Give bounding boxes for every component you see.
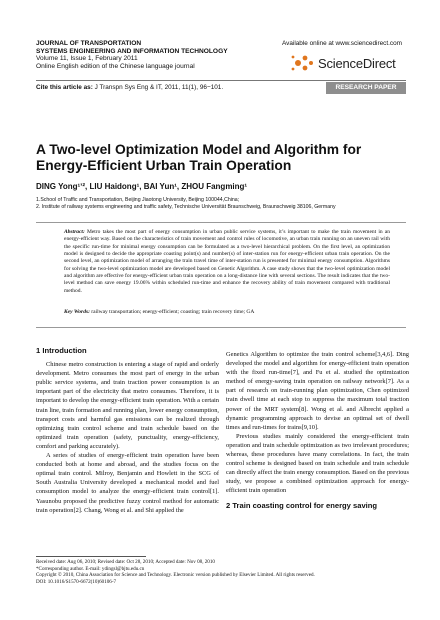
section-1-heading: 1 Introduction [36,346,87,355]
available-online-text: Available online at www.sciencedirect.com [282,40,402,47]
footnote-doi: DOI: 10.1016/S1570-6672(10)60106-7 [36,578,117,585]
right-column [226,350,409,510]
affiliations [36,197,416,211]
sciencedirect-wordmark: ScienceDirect [318,56,396,71]
left-column [36,346,219,515]
section-2-heading: 2 Train coasting control for energy saving [226,500,378,510]
affiliation-1: 1.School of Traffic and Transportation, Beijing Jiaotong University, Beijing 100044,China; [36,197,240,203]
author-list: DING Yong¹ʼ², LIU Haidong¹, BAI Yun¹, ZHOU Fangming¹ [36,182,248,191]
col2-paragraph-1: Genetics Algorithm to optimize the train control scheme[3,4,6]. Ding developed the model and algorithm for energy-efficient train operation with the fixed run-time[7], and Fu et al. studied the optimization method of energy-saving train operation on railway network[7]. As a part of research on train-running plan optimization, Chen optimized train dwell time at each stop to suppress the maximum total traction power of the MRT system[8]. Wong et al. and Albrecht applied a dynamic programming approach to devise an optimal set of dwell times and run-times for trains[9,10]. [226,351,409,431]
journal-header [36,40,228,70]
abstract-label: Abstract: [64,229,85,235]
cite-text: J Transpn Sys Eng & IT, 2011, 11(1), 96−101. [92,84,224,91]
journal-name-line2: SYSTEMS ENGINEERING AND INFORMATION TECHNOLOGY [36,47,228,55]
abstract [64,229,390,295]
sciencedirect-logo-icon [290,51,316,75]
keywords [64,309,390,315]
col2-paragraph-2: Previous studies mainly considered the energy-efficient train operation and train schedule optimization as two irrelevant procedures; whereas, these procedures have many correlations. In fact, the train control scheme is designed based on train schedule and train schedule can directly affect the train energy consumption. Based on the previous study, we propose a combined optimization approach for energy-efficient train operation [226,432,409,495]
header-divider [36,80,406,81]
abstract-text: Metro takes the most part of energy consumption in urban public service systems, it’s important to make the train movement in an energy-efficient way. Based on the characteristics of train movement and control rules of locomotive, an urban train running on an uneven rail with the specific run-time for minimal energy consumption can be formulated as a two-level hierarchical problem. On the first level, an optimization model is designed to decide the appropriate coasting point(s) and number(s) of inter-station run for energy-efficient urban train operation. On the second level, an optimization model of arranging the train travel time of inter-station run is presented for minimal energy consumption. Algorithms for solving the two-level optimization model are developed based on Genetic Algorithm. A case study shows that the two-level optimization model and algorithm are effective for energy-efficient urban train operation on a long-distance line with several sections. The result indicates that the two-level method can save energy 19.06% within scheduled run-time and enhance the recovery ability of train movement compared with traditional method. [64,229,390,294]
footnote-dates: Received date: Aug 06, 2010; Revised date: Oct 28, 2010; Accepted date: Nov 08, 2010 [36,559,215,565]
intro-paragraph-1: Chinese metro construction is entering a stage of rapid and orderly development. Metro consumes the most part of energy in the urban public service systems, and train traction power consumption is an important part of the electricity that metro consumes. Therefore, it is important to develop the energy-efficient train operation. With a certain train line, train formation and running plan, lower energy consumption, transport costs and harmful gas emissions can be realized through optimizing train control scheme and train schedule based on the optimized train operation (safety, punctuality, energy-efficiency, comfort and parking accurately). [36,361,219,450]
intro-paragraph-2: A series of studies of energy-efficient train operation have been conducted both at home and abroad, and the studies focus on the optimal train control. Milroy, Benjamin and Howlett in the SCG of South Australia University developed a mechanical model and fuel consumption model to analyze the energy-efficient train control[1]. Yasunobu proposed the predictive fuzzy control method for automatic train operation[2]. Chang, Wong et al. and Shi applied the [36,452,219,514]
footnote-copyright: Copyright © 2010, China Association for Science and Technology. Electronic version published by Elsevier Limited. All rights reserved. [36,572,315,579]
cite-label: Cite this article as: [36,84,93,91]
journal-volume: Volume 11, Issue 1, February 2011 [36,55,138,63]
paper-title: A Two-level Optimization Model and Algorithm for Energy-Efficient Urban Train Operation [36,142,362,173]
cite-line [36,84,223,91]
keywords-label: Key Words: [64,309,90,315]
affiliation-2: 2. Institute of railway systems engineering and traffic safety, Technische Universität Braunschweig, Braunschweig 38106, Germany [36,204,336,210]
footnote-corresponding: *Corresponding author. E-mail: ydingsl@bjtu.edu.cn [36,565,145,572]
journal-name-line1: JOURNAL OF TRANSPORTATION [36,40,142,47]
footnote-divider [36,556,146,557]
keywords-text: railway transportation; energy-efficient; coasting; train recovery time; GA [89,309,255,315]
journal-edition: Online English edition of the Chinese language journal [36,62,195,70]
research-paper-badge: RESEARCH PAPER [326,82,406,94]
footnotes [36,559,416,585]
